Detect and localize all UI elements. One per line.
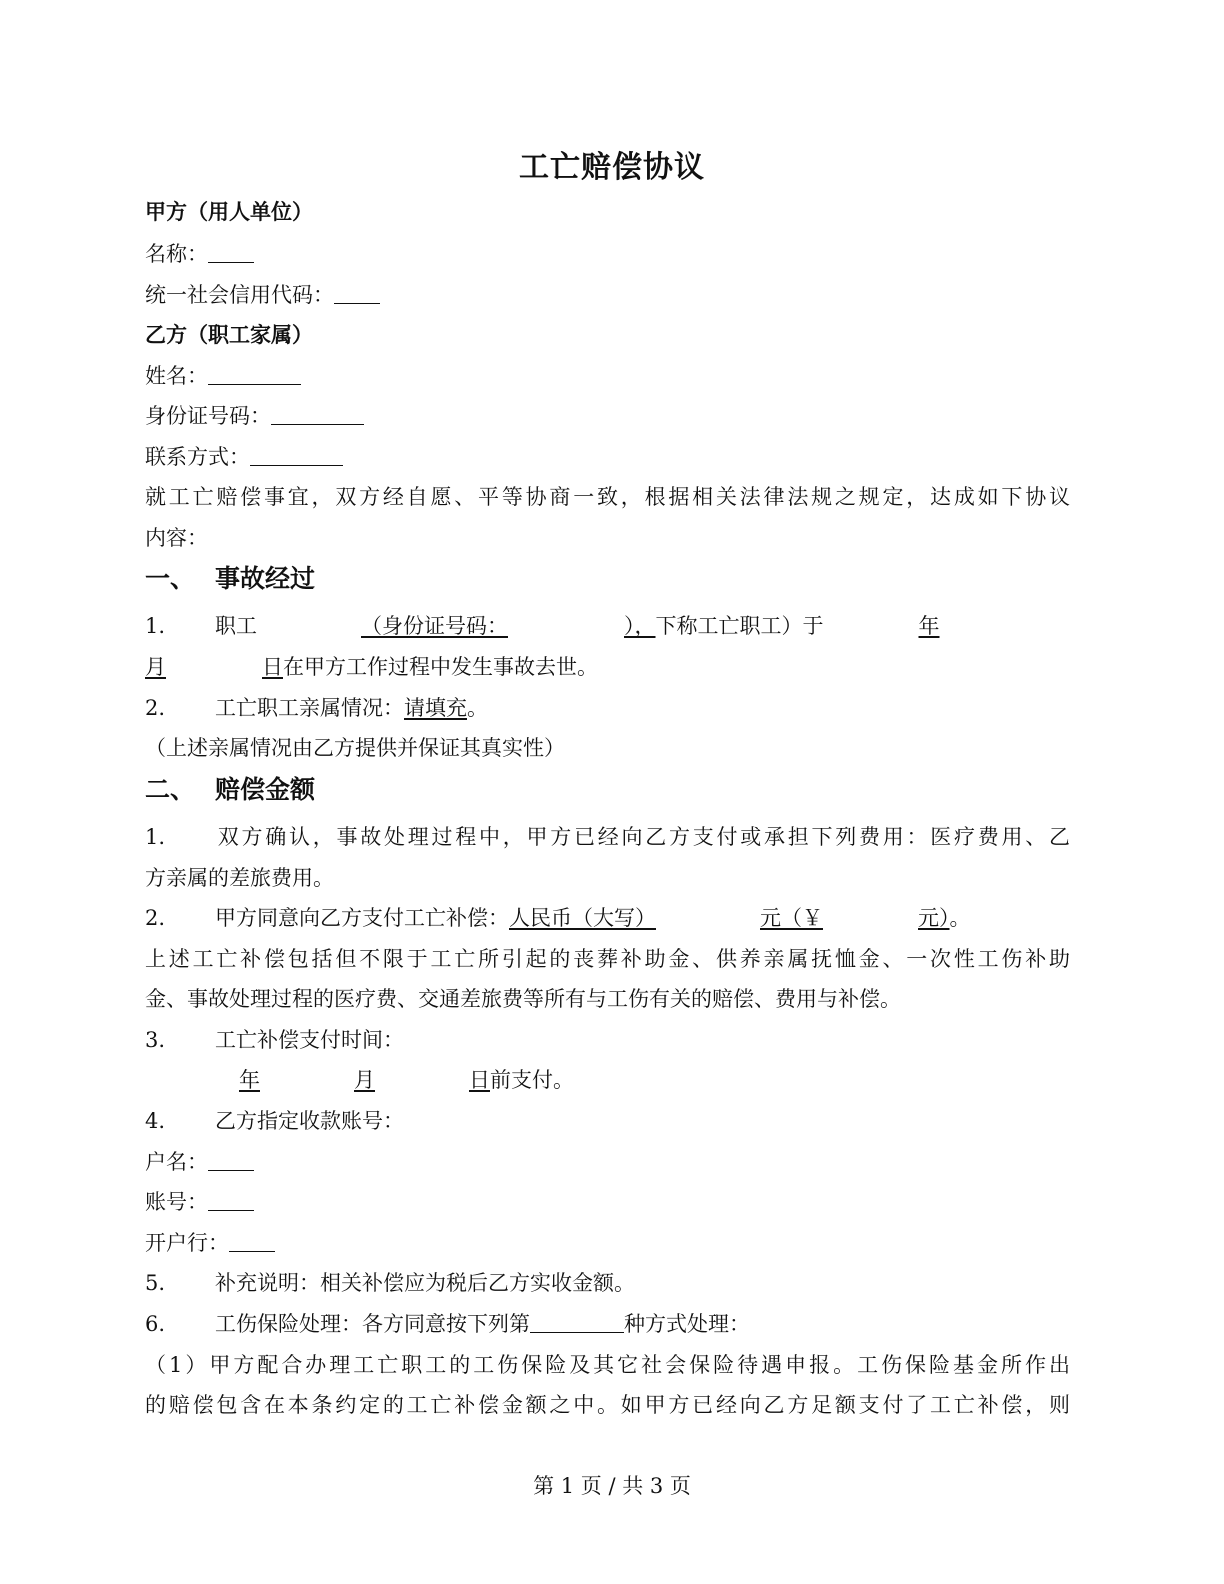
party-b-id-label: 身份证号码： (145, 404, 271, 428)
payment-date-field[interactable] (145, 1068, 490, 1092)
party-b-name-label: 姓名： (145, 364, 208, 388)
year-label: 年 (239, 1068, 260, 1092)
account-name-row (145, 1148, 1070, 1176)
section1-note: （上述亲属情况由乙方提供并保证其真实性） (145, 736, 565, 760)
item-text: 下称工亡职工）于 (655, 614, 824, 638)
account-number-label: 账号： (145, 1190, 208, 1214)
item-text: 。 (949, 906, 971, 930)
party-a-credit-code-field[interactable] (334, 283, 380, 304)
page-footer: 第 1 页 / 共 3 页 (533, 1474, 691, 1498)
party-b-name-field[interactable] (208, 364, 301, 385)
bank-row (145, 1229, 1070, 1257)
item-text: 工伤保险处理：各方同意按下列第 (215, 1312, 530, 1336)
amount-words-label: 人民币（大写） (509, 906, 656, 930)
party-a-credit-code-label: 统一社会信用代码： (145, 283, 334, 307)
party-a-name-label: 名称： (145, 242, 208, 266)
item-number: 2. (145, 906, 166, 930)
item-number: 1. (145, 614, 166, 638)
party-b-id-row (145, 402, 1070, 430)
account-number-field[interactable] (208, 1190, 254, 1211)
item-number: 6. (145, 1312, 166, 1336)
account-number-row (145, 1188, 1070, 1216)
section1-heading (145, 565, 1070, 593)
section2-item5 (145, 1269, 1070, 1297)
party-b-contact-field[interactable] (250, 445, 343, 466)
item-number: 4. (145, 1109, 166, 1133)
item-text: 甲方同意向乙方支付工亡补偿： (215, 906, 509, 930)
method-choice-field[interactable] (530, 1312, 624, 1333)
item-text: 种方式处理： (624, 1312, 750, 1336)
party-b-contact-label: 联系方式： (145, 445, 250, 469)
section2-item3-date (145, 1066, 1070, 1094)
month-label: 月 (145, 655, 166, 679)
day-label: 日 (469, 1068, 490, 1092)
section2-number: 二、 (145, 775, 196, 804)
day-label: 日 (262, 655, 283, 679)
item-text: 工亡补偿支付时间： (215, 1028, 404, 1052)
party-a-heading: 甲方（用人单位） (145, 199, 313, 224)
section2-item2-line1 (145, 904, 1070, 932)
document-title: 工亡赔偿协议 (519, 150, 705, 185)
party-a-name-field[interactable] (208, 242, 254, 263)
section1-item1-line2 (145, 653, 1070, 681)
item-text: 工亡职工亲属情况： (215, 696, 404, 720)
option-number: （1） (145, 1353, 210, 1377)
section2-item1-line1 (145, 823, 1070, 851)
intro-paragraph-line2: 内容： (145, 526, 208, 550)
item-text: 职工 (215, 614, 257, 638)
intro-paragraph-line1: 就工亡赔偿事宜，双方经自愿、平等协商一致，根据相关法律法规之规定，达成如下协议 (145, 485, 1070, 509)
relatives-fill-field[interactable]: 请填充 (404, 696, 467, 720)
account-name-label: 户名： (145, 1150, 208, 1174)
account-name-field[interactable] (208, 1150, 254, 1171)
amount-digits-label: 元（￥ (760, 906, 823, 930)
section2-item4 (145, 1107, 1070, 1135)
item-number: 1. (145, 825, 166, 849)
section1-item2 (145, 694, 1070, 722)
section2-heading (145, 776, 1070, 804)
section1-item1-line1 (145, 612, 1070, 640)
party-b-name-row (145, 362, 1070, 390)
amount-close: 元） (918, 906, 950, 930)
item-text: 补充说明：相关补偿应为税后乙方实收金额。 (215, 1271, 635, 1295)
year-label: 年 (918, 614, 940, 638)
section2-item1-line2: 方亲属的差旅费用。 (145, 866, 334, 890)
item-text: 。 (467, 696, 488, 720)
bank-label: 开户行： (145, 1231, 229, 1255)
option1-line2: 的赔偿包含在本条约定的工亡补偿金额之中。如甲方已经向乙方足额支付了工亡补偿，则 (145, 1393, 1070, 1417)
compensation-amount-field[interactable] (509, 906, 950, 930)
bank-field[interactable] (229, 1231, 275, 1252)
item-text: 双方确认，事故处理过程中，甲方已经向乙方支付或承担下列费用：医疗费用、乙 (215, 825, 1070, 849)
item-number: 2. (145, 696, 166, 720)
option-text: 甲方配合办理工亡职工的工伤保险及其它社会保险待遇申报。工伤保险基金所作出 (209, 1353, 1070, 1377)
section1-title: 事故经过 (215, 564, 316, 593)
party-a-code-row (145, 281, 1070, 309)
paren-close: ）， (624, 614, 656, 638)
item-number: 5. (145, 1271, 166, 1295)
section2-title: 赔偿金额 (215, 775, 316, 804)
party-b-id-field[interactable] (271, 404, 364, 425)
item-text: 前支付。 (490, 1068, 574, 1092)
section2-item2-line2: 上述工亡补偿包括但不限于工亡所引起的丧葬补助金、供养亲属抚恤金、一次性工伤补助 (145, 947, 1070, 971)
section2-item2-line3: 金、事故处理过程的医疗费、交通差旅费等所有与工伤有关的赔偿、费用与补偿。 (145, 987, 901, 1011)
option1-line1 (145, 1351, 1070, 1379)
month-label: 月 (354, 1068, 375, 1092)
section2-item3 (145, 1026, 1070, 1054)
section1-number: 一、 (145, 564, 196, 593)
party-a-name-row (145, 240, 1070, 268)
section2-item6 (145, 1310, 1070, 1338)
accident-year-field[interactable] (824, 614, 1037, 638)
item-text: 在甲方工作过程中发生事故去世。 (283, 655, 598, 679)
party-b-heading: 乙方（职工家属） (145, 322, 313, 347)
employee-name-field[interactable] (257, 614, 656, 638)
party-b-contact-row (145, 443, 1070, 471)
item-text: 乙方指定收款账号： (215, 1109, 404, 1133)
item-number: 3. (145, 1028, 166, 1052)
id-label: （身份证号码： (361, 614, 508, 638)
accident-date-field[interactable] (145, 655, 283, 679)
